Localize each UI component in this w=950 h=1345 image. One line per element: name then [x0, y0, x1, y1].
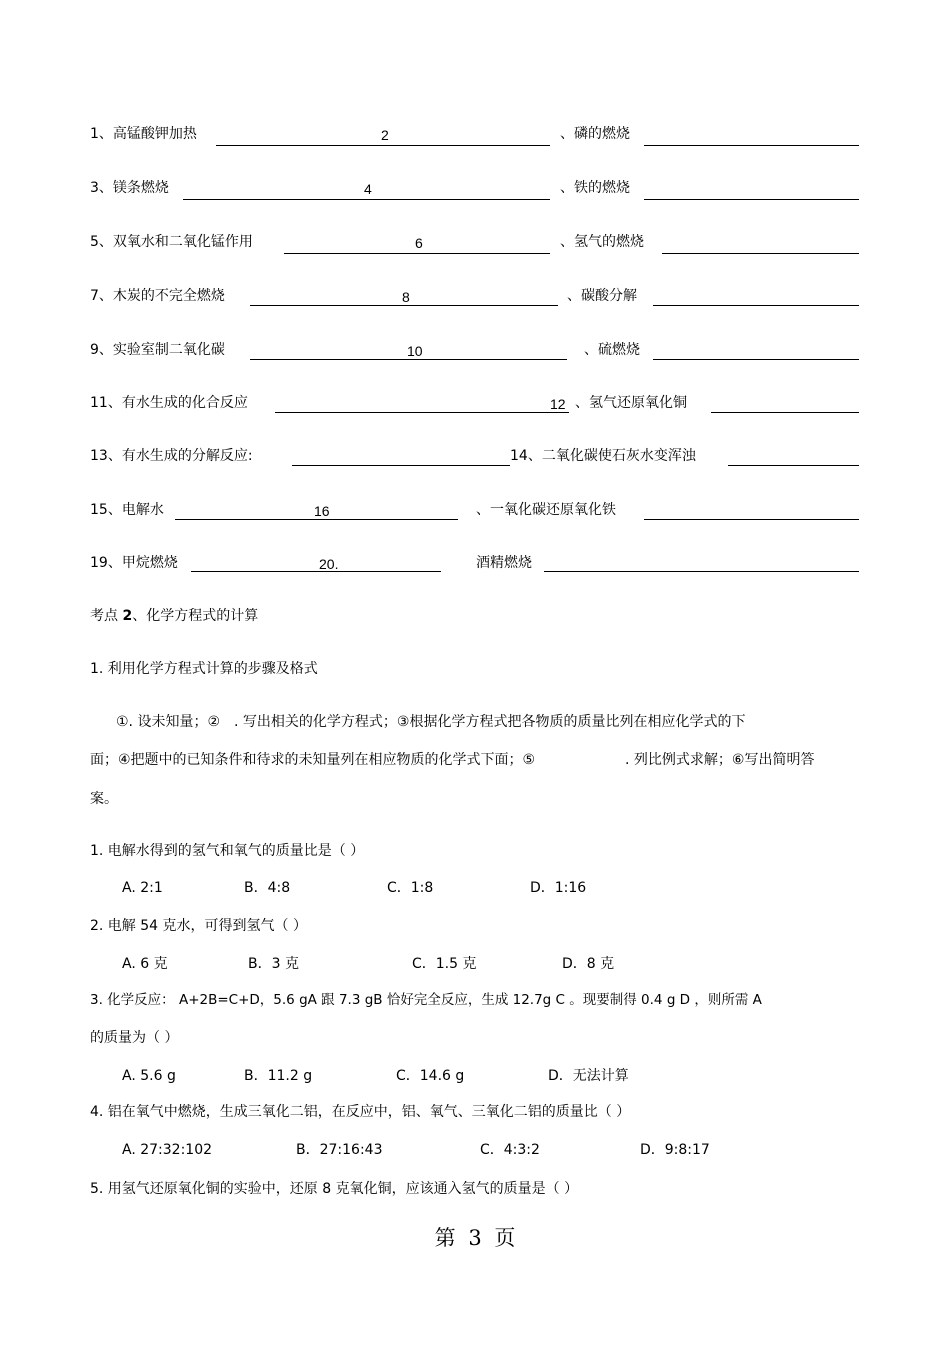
eq-label-8: 、碳酸分解 — [567, 288, 637, 304]
answer-line[interactable] — [644, 199, 859, 200]
eq-number: 16 — [314, 503, 330, 519]
answer-line[interactable] — [728, 465, 859, 466]
eq-label-16: 、一氧化碳还原氧化铁 — [476, 502, 616, 518]
option-a[interactable]: A. 6 克 — [122, 956, 168, 972]
eq-label-2: 、磷的燃烧 — [560, 126, 630, 142]
steps-line-2a: 面；④把题中的已知条件和待求的未知量列在相应物质的化学式下面；⑤ — [90, 752, 536, 768]
steps-line-1: ①. 设未知量；② . 写出相关的化学方程式；③根据化学方程式把各物质的质量比列在相应化学式的下 — [116, 714, 746, 730]
eq-label-10: 、硫燃烧 — [584, 342, 640, 358]
option-c[interactable]: C．1:8 — [387, 880, 434, 896]
option-d[interactable]: D．1:16 — [530, 880, 587, 896]
footer-pre: 第 — [434, 1226, 456, 1250]
eq-label-4: 、铁的燃烧 — [560, 180, 630, 196]
option-d[interactable]: D．9:8:17 — [640, 1142, 710, 1158]
answer-line[interactable] — [284, 253, 550, 254]
option-b[interactable]: B．11.2 g — [244, 1068, 313, 1084]
option-a[interactable]: A. 2:1 — [122, 880, 163, 896]
eq-number: 2 — [381, 127, 389, 143]
section-pre: 考点 — [90, 608, 123, 624]
answer-line[interactable] — [711, 412, 859, 413]
eq-label-14: 14、二氧化碳使石灰水变浑浊 — [510, 448, 696, 464]
option-d[interactable]: D．8 克 — [562, 956, 615, 972]
question-stem: 3. 化学反应： A+2B=C+D，5.6 gA 跟 7.3 gB 恰好完全反应，生成 12.7g C 。现要制得 0.4 g D ，则所需 A — [90, 992, 762, 1008]
option-a[interactable]: A. 27:32:102 — [122, 1142, 213, 1158]
eq-label-3: 3、镁条燃烧 — [90, 180, 169, 196]
footer-post: 页 — [494, 1226, 516, 1250]
answer-line[interactable] — [653, 305, 859, 306]
option-b[interactable]: B．27:16:43 — [296, 1142, 383, 1158]
answer-line[interactable] — [191, 571, 441, 572]
answer-line[interactable] — [183, 199, 550, 200]
answer-line[interactable] — [644, 519, 859, 520]
eq-label-11: 11、有水生成的化合反应 — [90, 395, 248, 411]
eq-number: 12 — [550, 396, 566, 412]
section-post: 、化学方程式的计算 — [132, 608, 259, 624]
eq-label-15: 15、电解水 — [90, 502, 164, 518]
page-number: 3 — [468, 1226, 482, 1250]
option-a[interactable]: A. 5.6 g — [122, 1068, 176, 1084]
eq-label-alcohol: 酒精燃烧 — [476, 555, 532, 571]
option-d[interactable]: D．无法计算 — [548, 1068, 629, 1084]
eq-number: 4 — [364, 181, 372, 197]
question-stem: 5. 用氢气还原氧化铜的实验中，还原 8 克氧化铜，应该通入氢气的质量是（ ） — [90, 1181, 579, 1197]
answer-line[interactable] — [275, 412, 569, 413]
answer-line[interactable] — [644, 145, 859, 146]
question-stem-cont: 的质量为（ ） — [90, 1030, 179, 1046]
option-c[interactable]: C．1.5 克 — [412, 956, 477, 972]
option-b[interactable]: B．3 克 — [248, 956, 299, 972]
option-c[interactable]: C．4:3:2 — [480, 1142, 540, 1158]
eq-label-6: 、氢气的燃烧 — [560, 234, 644, 250]
eq-label-7: 7、木炭的不完全燃烧 — [90, 288, 225, 304]
section-heading — [90, 607, 258, 625]
eq-label-1: 1、高锰酸钾加热 — [90, 126, 197, 142]
question-stem: 2. 电解 54 克水，可得到氢气（ ） — [90, 918, 307, 934]
option-b[interactable]: B．4:8 — [244, 880, 291, 896]
answer-line[interactable] — [216, 145, 550, 146]
question-stem: 4. 铝在氧气中燃烧，生成三氧化二铝，在反应中，铝、氧气、三氧化二铝的质量比（ ） — [90, 1104, 631, 1120]
eq-label-13: 13、有水生成的分解反应: — [90, 448, 253, 464]
eq-label-5: 5、双氧水和二氧化锰作用 — [90, 234, 253, 250]
eq-label-9: 9、实验室制二氧化碳 — [90, 342, 225, 358]
eq-number: 8 — [402, 289, 410, 305]
answer-line[interactable] — [292, 465, 510, 466]
question-stem: 1. 电解水得到的氢气和氧气的质量比是（ ） — [90, 843, 365, 859]
eq-number: 6 — [415, 235, 423, 251]
page-footer — [0, 1222, 950, 1252]
answer-line[interactable] — [653, 359, 859, 360]
eq-label-19: 19、甲烷燃烧 — [90, 555, 178, 571]
eq-label-12: 、氢气还原氧化铜 — [575, 395, 687, 411]
answer-line[interactable] — [662, 253, 859, 254]
eq-number: 10 — [407, 343, 423, 359]
steps-line-2b: . 列比例式求解；⑥写出简明答 — [625, 752, 815, 768]
section-number: 2 — [122, 608, 133, 624]
answer-line[interactable] — [544, 571, 859, 572]
eq-number: 20. — [319, 556, 339, 572]
steps-title: 1. 利用化学方程式计算的步骤及格式 — [90, 661, 318, 677]
option-c[interactable]: C．14.6 g — [396, 1068, 465, 1084]
steps-line-3: 案。 — [90, 791, 118, 807]
